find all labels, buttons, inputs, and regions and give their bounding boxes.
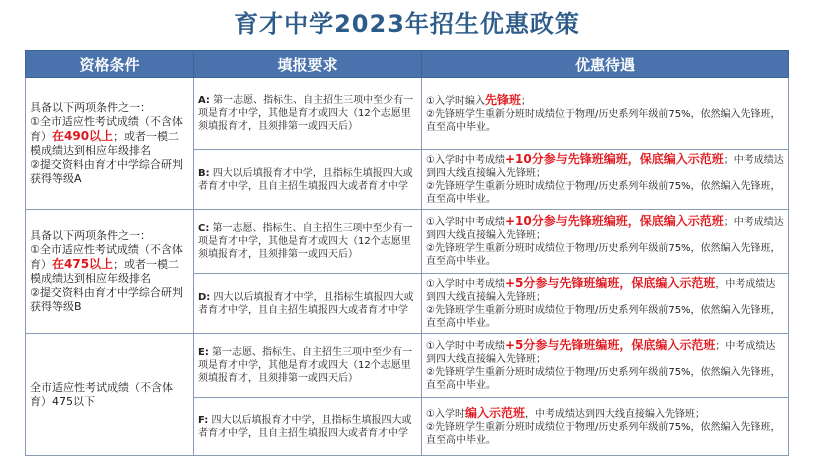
benefit-line1-pre: ①入学时中考成绩: [426, 341, 505, 352]
condition-cell-b: [26, 210, 194, 334]
benefit-cell: [422, 334, 789, 398]
header-requirement: 填报要求: [194, 51, 422, 78]
table-row: [26, 78, 789, 150]
benefit-cell: [422, 78, 789, 150]
benefit-line2: ②先锋班学生重新分班时成绩位于物理/历史系列年级前75%，依然编入先锋班，直至高中毕业。: [426, 421, 781, 446]
benefit-line1-highlight: +10分参与先锋班编班，保底编入示范班: [504, 152, 724, 166]
condition-item1-highlight: 在490以上: [52, 129, 114, 143]
condition-lead: 具备以下两项条件之一：: [30, 101, 151, 114]
benefit-line1-post: ；中考成绩达到四大线直接编入先锋班；: [426, 217, 784, 241]
header-benefit: 优惠待遇: [422, 51, 789, 78]
benefit-cell: [422, 398, 789, 456]
condition-item2: ②提交资料由育才中学综合研判获得等级B: [30, 286, 183, 313]
requirement-letter: E:: [198, 347, 209, 358]
benefit-line1-post: ，中考成绩达到四大线直接编入先锋班；: [426, 279, 776, 303]
requirement-text: 第一志愿、指标生、自主招生三项中至少有一项是育才中学，其他是育才或四大（12个志愿里须填报育才，且须排第一或四天后）: [198, 347, 413, 384]
requirement-text: 四大以后填报育才中学，且指标生填报四大或者育才中学，且自主招生填报四大或者育才中学: [198, 291, 414, 316]
benefit-line1-highlight: 编入示范班: [464, 405, 525, 420]
benefit-line2: ②先锋班学生重新分班时成绩位于物理/历史系列年级前75%，依然编入先锋班，直至高中毕业。: [426, 367, 781, 391]
requirement-letter: C:: [198, 223, 210, 234]
requirement-cell: [194, 78, 422, 150]
table-header-row: [26, 51, 789, 78]
benefit-line1-post: ；: [520, 95, 531, 107]
requirement-cell: [194, 398, 422, 456]
requirement-text: 第一志愿、指标生、自主招生三项中至少有一项是育才中学，其他是育才或四大（12个志愿里须填报育才，且须排第一或四天后）: [198, 95, 414, 132]
requirement-cell: [194, 150, 422, 210]
requirement-text: 第一志愿、指标生、自主招生三项中至少有一项是育才中学，其他是育才或四大（12个志愿里须填报育才，且须排第一或四天后）: [198, 223, 413, 260]
benefit-line1-post: ，中考成绩达到四大线直接编入先锋班；: [524, 408, 705, 420]
benefit-line1-pre: ①入学时中考成绩: [426, 279, 505, 290]
condition-item1-post: ；或者一模二模成绩达到相应年级排名: [30, 130, 180, 157]
condition-text: 全市适应性考试成绩（不含体育）475以下: [30, 380, 173, 408]
benefit-line1-post: ；中考成绩达到四大线直接编入先锋班；: [426, 155, 784, 179]
requirement-cell: [194, 334, 422, 398]
condition-cell-a: [26, 78, 194, 210]
condition-item2: ②提交资料由育才中学综合研判获得等级A: [30, 158, 183, 185]
benefit-line1-highlight: 先锋班: [484, 92, 521, 107]
benefit-line2: ②先锋班学生重新分班时成绩位于物理/历史系列年级前75%，依然编入先锋班，直至高中毕业。: [426, 181, 781, 205]
benefit-line1-pre: ①入学时中考成绩: [426, 155, 505, 166]
benefit-line2: ②先锋班学生重新分班时成绩位于物理/历史系列年级前75%，依然编入先锋班，直至高中毕业。: [426, 243, 781, 267]
condition-item1-pre: ①全市适应性考试成绩（不含体育）: [30, 115, 183, 143]
policy-table: [25, 50, 789, 456]
benefit-line2: ②先锋班学生重新分班时成绩位于物理/历史系列年级前75%，依然编入先锋班，直至高中毕业。: [426, 108, 781, 133]
benefit-line1-highlight: +5分参与先锋班编班，保底编入示范班: [504, 276, 716, 290]
benefit-line1-pre: ①入学时: [426, 408, 465, 420]
benefit-line2: ②先锋班学生重新分班时成绩位于物理/历史系列年级前75%，依然编入先锋班，直至高中毕业。: [426, 305, 781, 329]
requirement-text: 四大以后填报育才中学，且指标生填报四大或者育才中学，且自主招生填报四大或者育才中学: [198, 414, 412, 439]
condition-lead: 具备以下两项条件之一：: [30, 229, 151, 242]
benefit-line1-post: ；中考成绩达到四大线直接编入先锋班；: [426, 341, 776, 365]
requirement-letter: A:: [198, 95, 210, 106]
table-row: [26, 210, 789, 274]
table-row: [26, 334, 789, 398]
page-title: 育才中学2023年招生优惠政策: [234, 10, 580, 38]
condition-cell-c: [26, 334, 194, 456]
condition-item1-pre: ①全市适应性考试成绩（不含体育）: [30, 243, 183, 271]
requirement-letter: D:: [198, 291, 211, 303]
benefit-line1-pre: ①入学时中考成绩: [426, 217, 505, 228]
requirement-letter: F:: [198, 414, 209, 426]
benefit-cell: [422, 150, 789, 210]
benefit-line1-highlight: +5分参与先锋班编班，保底编入示范班: [504, 338, 716, 352]
header-qualification: 资格条件: [26, 51, 194, 78]
requirement-text: 四大以后填报育才中学，且指标生填报四大或者育才中学，且自主招生填报四大或者育才中学: [198, 167, 413, 192]
benefit-line1-pre: ①入学时编入: [426, 95, 485, 107]
benefit-line1-highlight: +10分参与先锋班编班，保底编入示范班: [504, 214, 724, 228]
requirement-cell: [194, 210, 422, 274]
requirement-letter: B:: [198, 167, 210, 179]
condition-item1-highlight: 在475以上: [52, 257, 114, 271]
condition-item1-post: ；或者一模二模成绩达到相应年级排名: [30, 258, 180, 285]
requirement-cell: [194, 274, 422, 334]
benefit-cell: [422, 210, 789, 274]
benefit-cell: [422, 274, 789, 334]
